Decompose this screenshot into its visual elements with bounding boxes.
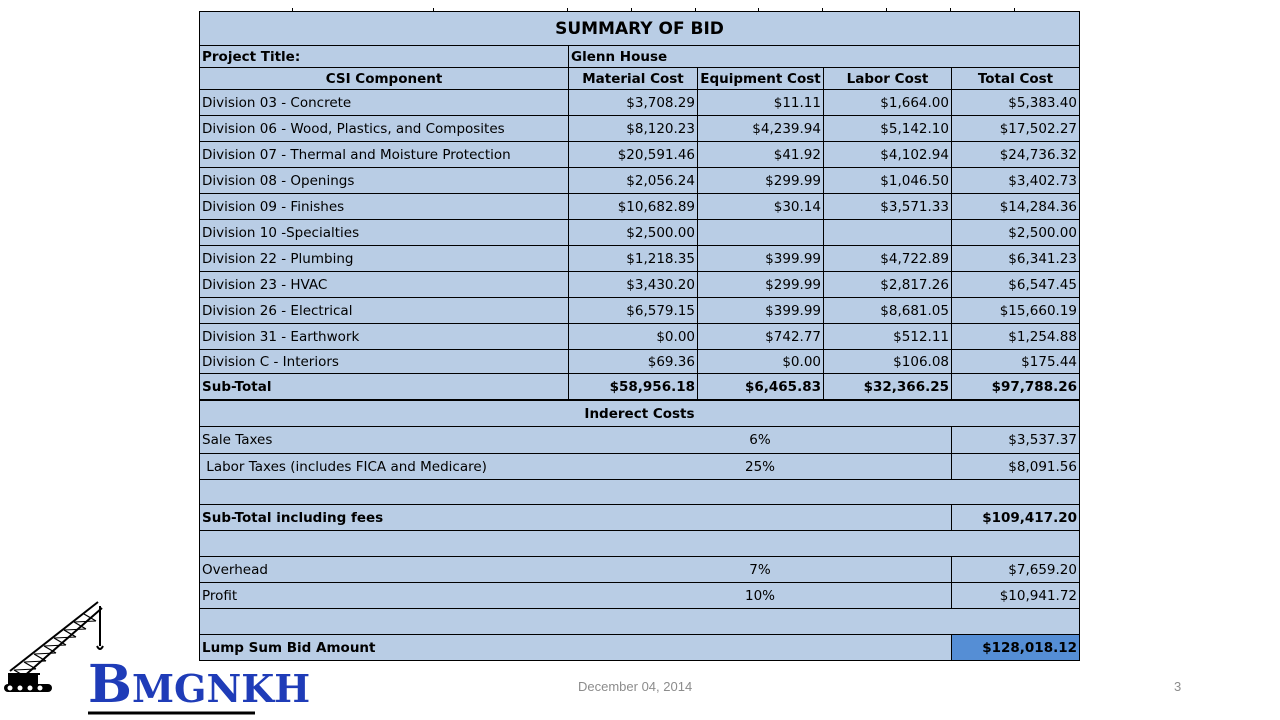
table-row: [200, 194, 1079, 220]
division-labor-cost: $4,102.94: [823, 142, 951, 167]
title-row: [200, 12, 1079, 46]
indirect-costs-row: [200, 401, 1079, 427]
overhead-row: [200, 557, 1079, 583]
division-name: Division 07 - Thermal and Moisture Protection: [202, 146, 511, 163]
division-equipment-cost: $11.11: [697, 90, 823, 115]
division-equipment-cost: $30.14: [697, 194, 823, 219]
division-equipment-cost: $299.99: [697, 168, 823, 193]
table-row: [200, 142, 1079, 168]
division-labor-cost: $512.11: [823, 324, 951, 349]
subtotal-labor: $32,366.25: [823, 374, 951, 399]
division-labor-cost: $2,817.26: [823, 272, 951, 297]
division-total-cost: $6,547.45: [951, 272, 1079, 297]
division-material-cost: $8,120.23: [568, 116, 697, 141]
division-total-cost: $175.44: [951, 350, 1079, 373]
lump-sum-row: [200, 635, 1079, 660]
division-equipment-cost: $4,239.94: [697, 116, 823, 141]
division-material-cost: $0.00: [568, 324, 697, 349]
lump-sum-label: Lump Sum Bid Amount: [202, 639, 376, 656]
division-labor-cost: $1,664.00: [823, 90, 951, 115]
division-total-cost: $24,736.32: [951, 142, 1079, 167]
division-labor-cost: $1,046.50: [823, 168, 951, 193]
division-name: Division 08 - Openings: [202, 172, 355, 189]
subtotal-fees-amount: $109,417.20: [951, 505, 1079, 530]
logo-text: BMGNKH: [88, 654, 311, 715]
division-total-cost: $3,402.73: [951, 168, 1079, 193]
division-name: Division 23 - HVAC: [202, 276, 328, 293]
sale-taxes-row: [200, 427, 1079, 454]
labor-taxes-label: Labor Taxes (includes FICA and Medicare): [202, 458, 487, 475]
footer-date: December 04, 2014: [578, 679, 693, 694]
division-material-cost: $2,056.24: [568, 168, 697, 193]
subtotal-label: Sub-Total: [202, 378, 272, 395]
labor-taxes-amount: $8,091.56: [951, 454, 1079, 479]
table-row: [200, 220, 1079, 246]
table-row: [200, 246, 1079, 272]
division-total-cost: $14,284.36: [951, 194, 1079, 219]
sale-taxes-label: Sale Taxes: [202, 432, 273, 448]
division-labor-cost: $3,571.33: [823, 194, 951, 219]
table-row: [200, 168, 1079, 194]
profit-row: [200, 583, 1079, 609]
project-title-label: Project Title:: [202, 48, 301, 65]
summary-of-bid-table: [199, 11, 1080, 661]
blank-row: [200, 480, 1079, 505]
division-material-cost: $20,591.46: [568, 142, 697, 167]
division-name: Division 10 -Specialties: [202, 224, 360, 241]
division-name: Division 03 - Concrete: [202, 94, 352, 111]
division-material-cost: $10,682.89: [568, 194, 697, 219]
division-total-cost: $2,500.00: [951, 220, 1079, 245]
division-equipment-cost: $299.99: [697, 272, 823, 297]
sale-taxes-rate: 6%: [749, 432, 771, 448]
division-name: Division 22 - Plumbing: [202, 250, 354, 267]
division-total-cost: $17,502.27: [951, 116, 1079, 141]
page-number: 3: [1174, 679, 1182, 694]
subtotal-equipment: $6,465.83: [697, 374, 823, 399]
division-total-cost: $15,660.19: [951, 298, 1079, 323]
blank-row: [200, 609, 1079, 635]
division-material-cost: $3,430.20: [568, 272, 697, 297]
header-row: [200, 68, 1079, 90]
indirect-costs-title: Inderect Costs: [584, 405, 695, 422]
profit-rate: 10%: [744, 587, 775, 604]
division-equipment-cost: [697, 220, 823, 245]
overhead-amount: $7,659.20: [951, 557, 1079, 582]
sale-taxes-amount: $3,537.37: [951, 427, 1079, 453]
table-row: [200, 324, 1079, 350]
table-row: [200, 272, 1079, 298]
division-labor-cost: $106.08: [823, 350, 951, 373]
division-total-cost: $6,341.23: [951, 246, 1079, 271]
header-equipment-cost: Equipment Cost: [697, 68, 823, 89]
subtotal-row: [200, 374, 1079, 401]
division-equipment-cost: $742.77: [697, 324, 823, 349]
division-labor-cost: [823, 220, 951, 245]
subtotal-material: $58,956.18: [568, 374, 697, 399]
division-material-cost: $1,218.35: [568, 246, 697, 271]
header-material-cost: Material Cost: [568, 68, 697, 89]
profit-label: Profit: [202, 587, 238, 604]
table-row: [200, 116, 1079, 142]
subtotal-fees-row: [200, 505, 1079, 531]
subtotal-total: $97,788.26: [951, 374, 1079, 399]
labor-taxes-rate: 25%: [744, 458, 775, 475]
division-total-cost: $5,383.40: [951, 90, 1079, 115]
division-name: Division 26 - Electrical: [202, 302, 353, 319]
division-material-cost: $2,500.00: [568, 220, 697, 245]
overhead-label: Overhead: [202, 561, 268, 578]
division-material-cost: $3,708.29: [568, 90, 697, 115]
header-total-cost: Total Cost: [951, 68, 1079, 89]
division-equipment-cost: $41.92: [697, 142, 823, 167]
table-row: [200, 90, 1079, 116]
subtotal-fees-label: Sub-Total including fees: [202, 509, 384, 526]
division-total-cost: $1,254.88: [951, 324, 1079, 349]
header-csi-component: CSI Component: [325, 70, 443, 87]
table-row: [200, 298, 1079, 324]
division-equipment-cost: $399.99: [697, 298, 823, 323]
blank-row: [200, 531, 1079, 557]
division-labor-cost: $8,681.05: [823, 298, 951, 323]
table-title: SUMMARY OF BID: [555, 18, 724, 39]
division-name: Division 31 - Earthwork: [202, 328, 360, 345]
header-labor-cost: Labor Cost: [823, 68, 951, 89]
labor-taxes-row: [200, 454, 1079, 480]
profit-amount: $10,941.72: [951, 583, 1079, 608]
division-name: Division 09 - Finishes: [202, 198, 345, 215]
project-title-value: Glenn House: [568, 46, 1079, 67]
project-row: [200, 46, 1079, 68]
overhead-rate: 7%: [749, 561, 771, 578]
division-equipment-cost: $0.00: [697, 350, 823, 373]
division-name: Division C - Interiors: [202, 353, 339, 370]
division-equipment-cost: $399.99: [697, 246, 823, 271]
lump-sum-amount: $128,018.12: [951, 635, 1079, 660]
division-name: Division 06 - Wood, Plastics, and Composites: [202, 120, 505, 137]
division-labor-cost: $4,722.89: [823, 246, 951, 271]
table-row: [200, 350, 1079, 374]
division-labor-cost: $5,142.10: [823, 116, 951, 141]
division-material-cost: $6,579.15: [568, 298, 697, 323]
division-material-cost: $69.36: [568, 350, 697, 373]
